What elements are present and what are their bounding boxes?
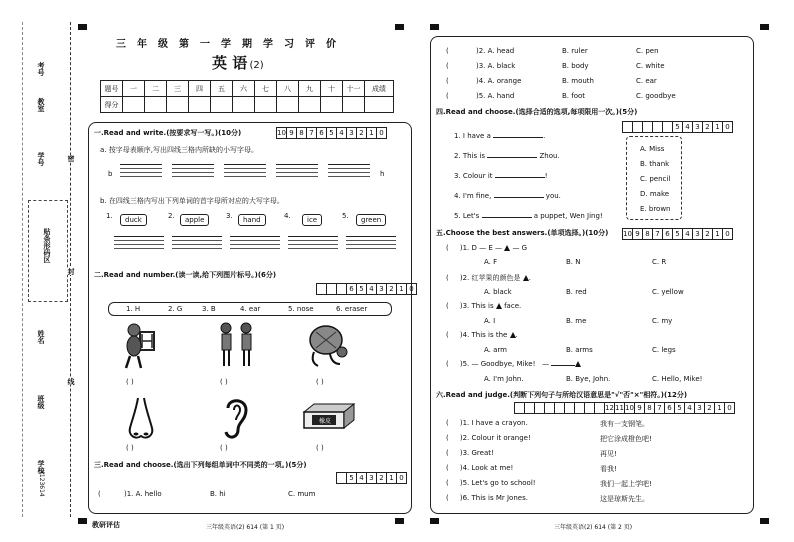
letter-start: b bbox=[108, 170, 113, 178]
answer-blank[interactable] bbox=[495, 177, 545, 178]
scale-cell[interactable]: 1 bbox=[713, 122, 723, 132]
judge-item: ( )2. Colour it orange! bbox=[446, 434, 531, 442]
question-text: )4. This is the bbox=[459, 331, 508, 339]
score-header-cell: 十一 bbox=[343, 81, 365, 97]
scale-cell[interactable] bbox=[337, 284, 347, 294]
option-c[interactable]: C. yellow bbox=[652, 288, 684, 296]
judge-chinese: 再见! bbox=[600, 450, 617, 458]
scale-cell[interactable] bbox=[337, 473, 347, 483]
scale-cell[interactable]: 3 bbox=[347, 128, 357, 138]
option-item: 6. eraser bbox=[336, 305, 368, 313]
exam-number-label: 考号 bbox=[37, 62, 45, 76]
judge-chinese: 看我! bbox=[600, 465, 617, 473]
score-cell[interactable] bbox=[365, 97, 394, 113]
judge-english: )4. Look at me! bbox=[459, 464, 514, 472]
answer-grid[interactable] bbox=[172, 236, 222, 252]
question-option-c: C. white bbox=[636, 62, 665, 70]
word-card-duck: duck bbox=[120, 214, 147, 226]
score-header-cell: 题号 bbox=[101, 81, 123, 97]
scale-cell[interactable]: 5 bbox=[347, 473, 357, 483]
scale-cell[interactable]: 4 bbox=[367, 284, 377, 294]
item-text: Zhou. bbox=[539, 152, 560, 160]
question-text: )5. — Goodbye, Mike! bbox=[459, 360, 536, 368]
option-b[interactable]: B. red bbox=[566, 288, 587, 296]
score-cell[interactable] bbox=[123, 97, 145, 113]
scale-cell[interactable]: 2 bbox=[387, 284, 397, 294]
option-b[interactable]: B. arms bbox=[566, 346, 593, 354]
scale-cell[interactable]: 9 bbox=[633, 229, 643, 239]
scale-cell[interactable] bbox=[535, 403, 545, 413]
scale-cell[interactable]: 0 bbox=[409, 285, 414, 293]
section-6-score-scale bbox=[514, 402, 735, 414]
score-cell[interactable] bbox=[343, 97, 365, 113]
judge-item: ( )5. Let's go to school! bbox=[446, 479, 536, 487]
scale-cell[interactable]: 3 bbox=[693, 229, 703, 239]
scale-cell[interactable]: 9 bbox=[635, 403, 645, 413]
four-line-grid[interactable] bbox=[328, 164, 370, 180]
question-text: . bbox=[515, 331, 518, 339]
fill-item bbox=[454, 192, 561, 200]
bracket-open[interactable]: ( bbox=[446, 92, 449, 100]
score-cell[interactable] bbox=[277, 97, 299, 113]
question-text: — G bbox=[512, 244, 528, 252]
section-2-title: 二.Read and number.(读一读,给下列图片标号。)(6分) bbox=[94, 271, 277, 279]
option-c[interactable]: C. my bbox=[652, 317, 673, 325]
bracket-open[interactable]: ( bbox=[446, 77, 449, 85]
question-option-b: B. foot bbox=[562, 92, 586, 100]
word-card-ice: ice bbox=[302, 214, 322, 226]
scale-cell[interactable]: 12 bbox=[605, 404, 614, 412]
option-a[interactable]: A. F bbox=[484, 258, 498, 266]
item-text: a puppet, Wen Jing! bbox=[533, 212, 603, 220]
blank-triangle-icon bbox=[575, 361, 581, 367]
turtle-b-icon bbox=[306, 322, 350, 368]
section-4-title: 四.Read and choose.(选择合适的选项,每项限用一次。)(5分) bbox=[436, 108, 638, 116]
word-card-apple: apple bbox=[180, 214, 209, 226]
scale-cell[interactable]: 0 bbox=[725, 230, 730, 238]
option-a[interactable]: A. black bbox=[484, 288, 512, 296]
judge-english: )5. Let's go to school! bbox=[459, 479, 536, 487]
scale-cell[interactable]: 2 bbox=[377, 473, 387, 483]
question-option-b: B. mouth bbox=[562, 77, 594, 85]
scale-cell[interactable]: 4 bbox=[683, 229, 693, 239]
option-a[interactable]: A. I'm John. bbox=[484, 375, 524, 383]
student-number-label: 学号 bbox=[37, 152, 45, 166]
word-number: 4. bbox=[284, 212, 291, 220]
scale-cell[interactable] bbox=[643, 122, 653, 132]
word-number: 5. bbox=[342, 212, 349, 220]
scale-cell[interactable]: 5 bbox=[675, 403, 685, 413]
item-text: . bbox=[543, 132, 546, 140]
fill-item bbox=[454, 212, 603, 220]
scale-cell[interactable] bbox=[575, 403, 585, 413]
name-label: 姓名 bbox=[37, 330, 45, 344]
section-6-title: 六.Read and judge.(判断下列句子与所给汉语意思是"√"否"×"相符。)(12分) bbox=[436, 391, 688, 399]
word-number: 2. bbox=[168, 212, 175, 220]
judge-english: )1. I have a crayon. bbox=[459, 419, 528, 427]
blank-triangle-icon bbox=[496, 303, 502, 309]
word-number: 1. bbox=[106, 212, 113, 220]
scale-cell[interactable]: 0 bbox=[399, 474, 404, 482]
section-1a-instruction: a. 按字母表顺序,写出四线三格内所缺的小写字母。 bbox=[100, 146, 258, 154]
judge-item: ( )3. Great! bbox=[446, 449, 494, 457]
judge-english: )2. Colour it orange! bbox=[459, 434, 531, 442]
scale-cell[interactable] bbox=[663, 122, 673, 132]
mc-question: ( )1. D — E — — G bbox=[446, 244, 528, 252]
scale-cell[interactable]: 8 bbox=[645, 403, 655, 413]
score-header-cell: 十 bbox=[321, 81, 343, 97]
registration-mark bbox=[760, 518, 769, 524]
registration-mark bbox=[395, 24, 404, 30]
answer-blank[interactable] bbox=[487, 157, 537, 158]
scale-cell[interactable]: 3 bbox=[377, 284, 387, 294]
section-1-score-scale bbox=[276, 127, 387, 139]
option-a[interactable]: A. arm bbox=[484, 346, 507, 354]
subject-title bbox=[212, 52, 264, 73]
judge-english: )3. Great! bbox=[459, 449, 494, 457]
scale-cell[interactable]: 10 bbox=[623, 230, 632, 238]
question-option-a: )1. A. hello bbox=[124, 490, 162, 498]
choice-item: C. pencil bbox=[640, 175, 671, 183]
question-option-a: )5. A. hand bbox=[476, 92, 515, 100]
question-option-c: C. goodbye bbox=[636, 92, 676, 100]
choice-item: E. brown bbox=[640, 205, 671, 213]
judge-item: ( )1. I have a crayon. bbox=[446, 419, 528, 427]
question-option-a: )4. A. orange bbox=[476, 77, 522, 85]
question-text: )3. This is bbox=[459, 302, 494, 310]
score-header-cell: 七 bbox=[255, 81, 277, 97]
paper-number: (2) bbox=[249, 60, 264, 71]
section-4-score-scale bbox=[622, 121, 733, 133]
option-c[interactable]: C. Hello, Mike! bbox=[652, 375, 703, 383]
scale-cell[interactable]: 1 bbox=[715, 403, 725, 413]
scale-cell[interactable]: 8 bbox=[297, 128, 307, 138]
score-cell[interactable] bbox=[233, 97, 255, 113]
answer-grid[interactable] bbox=[288, 236, 338, 252]
scale-cell[interactable]: 11 bbox=[615, 404, 624, 412]
four-line-grid[interactable] bbox=[276, 164, 318, 180]
answer-bracket[interactable]: ( ) bbox=[126, 444, 134, 452]
scale-cell[interactable]: 7 bbox=[655, 403, 665, 413]
scale-cell[interactable]: 5 bbox=[357, 284, 367, 294]
judge-english: )6. This is Mr Jones. bbox=[459, 494, 528, 502]
section-1-title: 一.Read and write.(按要求写一写。)(10分) bbox=[94, 129, 242, 137]
fill-item bbox=[454, 152, 560, 160]
scale-cell[interactable] bbox=[565, 403, 575, 413]
score-cell[interactable] bbox=[211, 97, 233, 113]
scale-cell[interactable]: 4 bbox=[685, 403, 695, 413]
question-text: — bbox=[542, 360, 552, 368]
scale-cell[interactable]: 5 bbox=[327, 128, 337, 138]
bracket-open[interactable]: ( bbox=[446, 62, 449, 70]
item-text: 3. Colour it bbox=[454, 172, 493, 180]
scale-cell[interactable]: 1 bbox=[713, 229, 723, 239]
answer-blank[interactable] bbox=[482, 217, 532, 218]
registration-mark bbox=[760, 24, 769, 30]
item-text: 4. I'm fine, bbox=[454, 192, 492, 200]
scale-cell[interactable] bbox=[515, 403, 525, 413]
scale-cell[interactable] bbox=[545, 403, 555, 413]
scale-cell[interactable]: 5 bbox=[673, 229, 683, 239]
registration-mark bbox=[78, 518, 87, 524]
classroom-label: 教室 bbox=[37, 98, 45, 112]
scale-cell[interactable]: 0 bbox=[379, 129, 384, 137]
scale-cell[interactable]: 4 bbox=[683, 122, 693, 132]
eraser-label: 橡皮 bbox=[319, 418, 332, 425]
section-2-score-scale bbox=[316, 283, 417, 295]
answer-bracket[interactable]: ( ) bbox=[316, 378, 324, 386]
judge-chinese: 我有一支钢笔。 bbox=[600, 420, 649, 428]
score-cell[interactable] bbox=[167, 97, 189, 113]
scale-cell[interactable]: 0 bbox=[727, 404, 732, 412]
ear-icon bbox=[220, 396, 250, 442]
scale-cell[interactable]: 1 bbox=[367, 128, 377, 138]
answer-grid[interactable] bbox=[230, 236, 280, 252]
question-option-b: B. ruler bbox=[562, 47, 588, 55]
seal-char: 密 bbox=[67, 155, 75, 162]
judge-chinese: 把它涂成橙色吧! bbox=[600, 435, 652, 443]
score-table bbox=[100, 80, 394, 113]
option-b[interactable]: B. me bbox=[566, 317, 587, 325]
scale-cell[interactable]: 3 bbox=[693, 122, 703, 132]
score-header-cell: 五 bbox=[211, 81, 233, 97]
answer-grid[interactable] bbox=[346, 236, 396, 252]
exam-title: 三年级第一学期学习评价 bbox=[116, 39, 347, 50]
score-header-cell: 成绩 bbox=[365, 81, 394, 97]
judge-chinese: 这是琼斯先生。 bbox=[600, 495, 649, 503]
scale-cell[interactable] bbox=[595, 403, 605, 413]
scale-cell[interactable]: 3 bbox=[367, 473, 377, 483]
nose-icon bbox=[126, 396, 156, 442]
fill-item bbox=[454, 132, 545, 140]
scale-cell[interactable]: 7 bbox=[653, 229, 663, 239]
figures-g-icon bbox=[214, 320, 258, 370]
monkey-h-icon bbox=[120, 320, 160, 370]
option-item: 5. nose bbox=[288, 305, 314, 313]
scale-cell[interactable] bbox=[555, 403, 565, 413]
scale-cell[interactable] bbox=[317, 284, 327, 294]
scale-cell[interactable] bbox=[623, 122, 633, 132]
choice-item: D. make bbox=[640, 190, 670, 198]
scale-cell[interactable]: 6 bbox=[663, 229, 673, 239]
question-text: face. bbox=[504, 302, 522, 310]
score-cell[interactable] bbox=[255, 97, 277, 113]
judge-chinese: 我们一起上学吧! bbox=[600, 480, 652, 488]
scale-cell[interactable]: 2 bbox=[703, 229, 713, 239]
blank-triangle-icon bbox=[504, 245, 510, 251]
option-item: 3. B bbox=[202, 305, 216, 313]
question-option-c: C. ear bbox=[636, 77, 657, 85]
scale-cell[interactable]: 8 bbox=[643, 229, 653, 239]
question-option-a: )3. A. black bbox=[476, 62, 516, 70]
judge-item: ( )4. Look at me! bbox=[446, 464, 514, 472]
page-footer-right: 三年级英语(2) 614 (第 2 页) bbox=[554, 524, 633, 531]
registration-mark bbox=[78, 24, 87, 30]
question-option-c: C. pen bbox=[636, 47, 659, 55]
left-panel bbox=[88, 122, 412, 514]
score-header-cell: 八 bbox=[277, 81, 299, 97]
scale-cell[interactable]: 6 bbox=[347, 284, 357, 294]
mc-question: ( )5. — Goodbye, Mike! — bbox=[446, 360, 581, 368]
scale-cell[interactable]: 0 bbox=[725, 123, 730, 131]
scale-cell[interactable]: 9 bbox=[287, 128, 297, 138]
scale-cell[interactable] bbox=[585, 403, 595, 413]
scale-cell[interactable] bbox=[633, 122, 643, 132]
choice-item: A. Miss bbox=[640, 145, 665, 153]
item-text: 5. Let's bbox=[454, 212, 480, 220]
section-3-title: 三.Read and choose.(选出下列每组单词中不同类的一项。)(5分) bbox=[94, 461, 307, 469]
scale-cell[interactable] bbox=[525, 403, 535, 413]
option-item: 2. G bbox=[168, 305, 183, 313]
binding-line-outer bbox=[22, 22, 23, 517]
scale-cell[interactable]: 7 bbox=[307, 128, 317, 138]
option-item: 4. ear bbox=[240, 305, 261, 313]
score-row-label: 得分 bbox=[101, 97, 123, 113]
scale-cell[interactable]: 4 bbox=[357, 473, 367, 483]
answer-bracket[interactable]: ( ) bbox=[220, 378, 228, 386]
question-option-a: )2. A. head bbox=[476, 47, 515, 55]
answer-bracket[interactable]: ( ) bbox=[316, 444, 324, 452]
judge-item: ( )6. This is Mr Jones. bbox=[446, 494, 528, 502]
scale-cell[interactable]: 6 bbox=[317, 128, 327, 138]
word-card-green: green bbox=[356, 214, 386, 226]
question-option-b: B. hi bbox=[210, 490, 226, 498]
scale-cell[interactable]: 10 bbox=[277, 129, 286, 137]
score-header-cell: 二 bbox=[145, 81, 167, 97]
option-c[interactable]: C. R bbox=[652, 258, 667, 266]
score-cell[interactable] bbox=[145, 97, 167, 113]
option-c[interactable]: C. legs bbox=[652, 346, 676, 354]
score-header-cell: 四 bbox=[189, 81, 211, 97]
option-a[interactable]: A. I bbox=[484, 317, 496, 325]
registration-mark bbox=[395, 518, 404, 524]
answer-blank[interactable] bbox=[493, 137, 543, 138]
bracket-open[interactable]: ( bbox=[98, 490, 101, 498]
fill-item bbox=[454, 172, 548, 180]
scale-cell[interactable]: 3 bbox=[695, 403, 705, 413]
four-line-grid[interactable] bbox=[120, 164, 162, 180]
question-option-b: B. body bbox=[562, 62, 589, 70]
item-text: 1. I have a bbox=[454, 132, 491, 140]
subject-name: 英 语 bbox=[212, 54, 248, 72]
score-cell[interactable] bbox=[299, 97, 321, 113]
answer-bracket[interactable]: ( ) bbox=[220, 444, 228, 452]
four-line-grid[interactable] bbox=[172, 164, 214, 180]
choice-item: B. thank bbox=[640, 160, 670, 168]
section-1b-instruction: b. 在四线三格内写出下列单词的首字母所对应的大写字母。 bbox=[100, 197, 284, 205]
option-item: 1. H bbox=[126, 305, 141, 313]
registration-mark bbox=[430, 518, 439, 524]
score-header-cell: 一 bbox=[123, 81, 145, 97]
mc-question: ( )4. This is the . bbox=[446, 331, 518, 339]
score-header-cell: 九 bbox=[299, 81, 321, 97]
section-5-score-scale bbox=[622, 228, 733, 240]
bracket-open[interactable]: ( bbox=[446, 47, 449, 55]
registration-mark bbox=[430, 24, 439, 30]
question-option-c: C. mum bbox=[288, 490, 316, 498]
item-text: you. bbox=[545, 192, 561, 200]
score-header-cell: 六 bbox=[233, 81, 255, 97]
section-3-score-scale bbox=[336, 472, 407, 484]
brand-logo: 教研评估 bbox=[92, 521, 120, 529]
scale-cell[interactable] bbox=[653, 122, 663, 132]
question-text: )1. D — E — bbox=[459, 244, 502, 252]
scale-cell[interactable]: 2 bbox=[705, 403, 715, 413]
answer-blank[interactable] bbox=[494, 197, 544, 198]
score-header-cell: 三 bbox=[167, 81, 189, 97]
item-text: ! bbox=[544, 172, 548, 180]
scale-cell[interactable]: 6 bbox=[665, 403, 675, 413]
word-card-hand: hand bbox=[238, 214, 266, 226]
scale-cell[interactable]: 5 bbox=[673, 122, 683, 132]
word-number: 3. bbox=[226, 212, 233, 220]
answer-bracket[interactable]: ( ) bbox=[126, 378, 134, 386]
scale-cell[interactable]: 2 bbox=[357, 128, 367, 138]
answer-grid[interactable] bbox=[114, 236, 164, 252]
question-text: . bbox=[528, 274, 531, 282]
option-b[interactable]: B. Bye, John. bbox=[566, 375, 611, 383]
scale-cell[interactable] bbox=[327, 284, 337, 294]
option-b[interactable]: B. N bbox=[566, 258, 581, 266]
scale-cell[interactable]: 1 bbox=[397, 284, 407, 294]
scale-cell[interactable]: 1 bbox=[387, 473, 397, 483]
score-cell[interactable] bbox=[189, 97, 211, 113]
score-cell[interactable] bbox=[321, 97, 343, 113]
item-text: 2. This is bbox=[454, 152, 486, 160]
seal-char: 线 bbox=[67, 378, 75, 385]
letter-end: h bbox=[380, 170, 385, 178]
class-label: 班级 bbox=[37, 395, 45, 409]
barcode-area-label: 贴条形码区 bbox=[43, 228, 51, 263]
paper-code: 4123614 bbox=[38, 470, 45, 497]
scale-cell[interactable]: 2 bbox=[703, 122, 713, 132]
section-5-title: 五.Choose the best answers.(单项选择。)(10分) bbox=[436, 229, 609, 237]
seal-char: 封 bbox=[67, 268, 75, 275]
scale-cell[interactable]: 10 bbox=[625, 404, 634, 412]
mc-question: ( )2. 红苹果的颜色是 . bbox=[446, 274, 531, 282]
question-text: )2. 红苹果的颜色是 bbox=[459, 274, 521, 282]
four-line-grid[interactable] bbox=[224, 164, 266, 180]
page-footer-left: 三年级英语(2) 614 (第 1 页) bbox=[206, 524, 285, 531]
scale-cell[interactable]: 4 bbox=[337, 128, 347, 138]
mc-question: ( )3. This is face. bbox=[446, 302, 522, 310]
school-label: 学校 bbox=[37, 460, 45, 474]
